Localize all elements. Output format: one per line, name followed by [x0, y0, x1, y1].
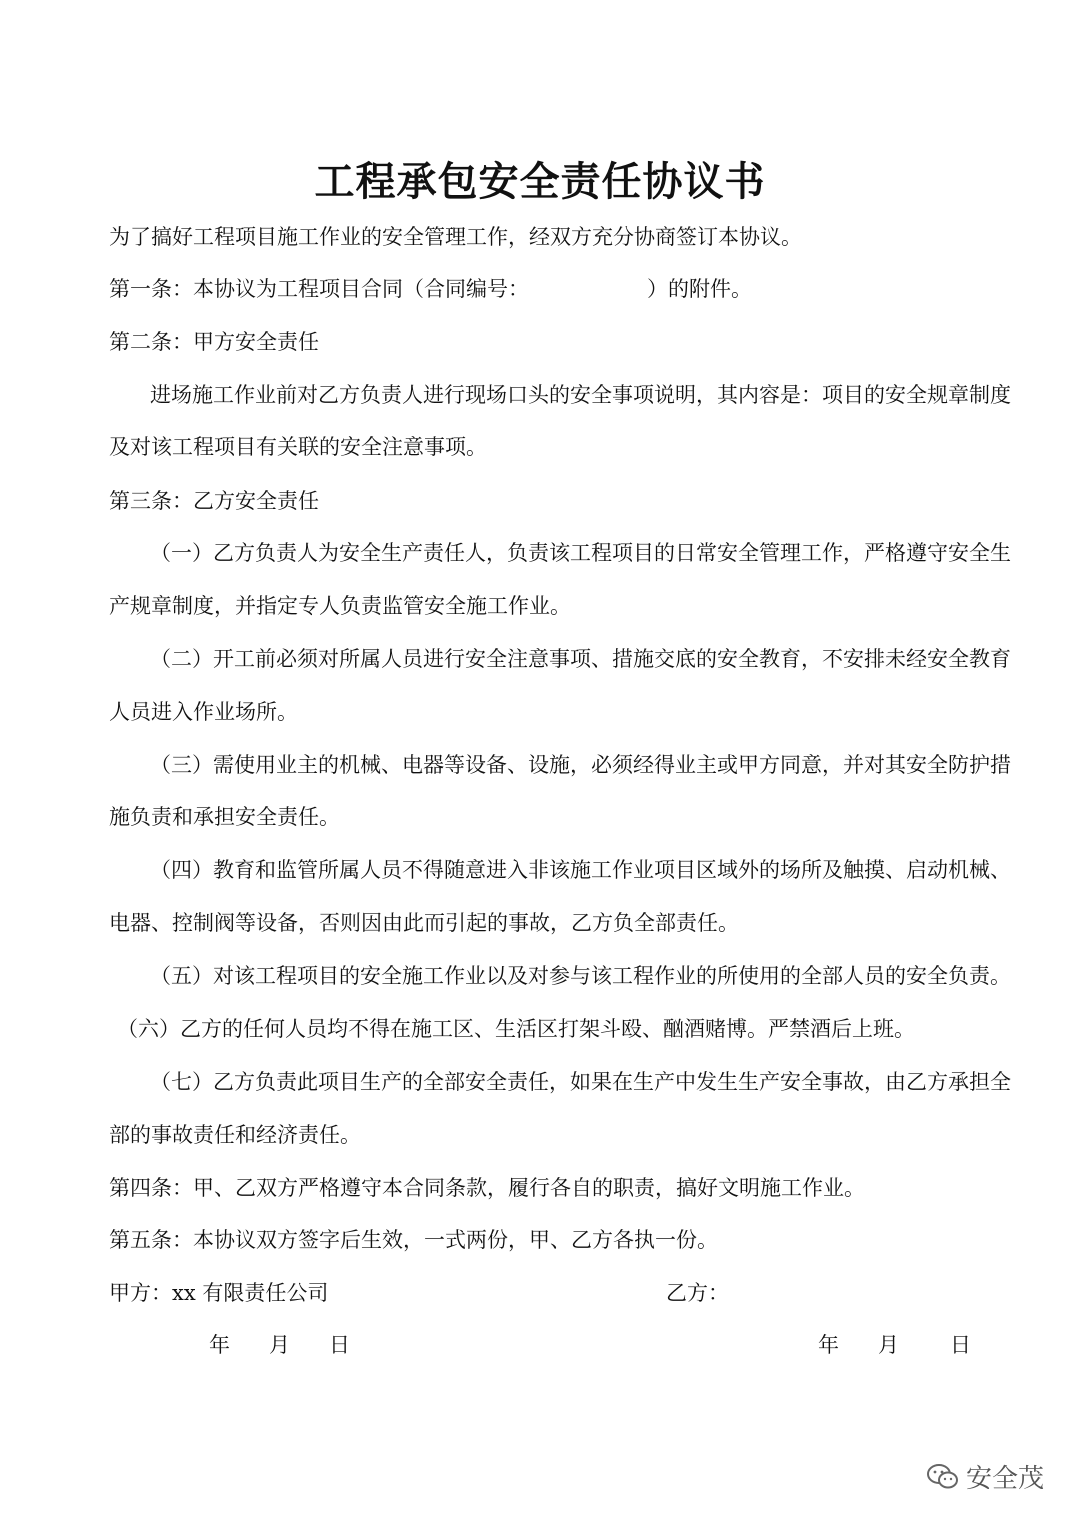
item-3-line-1: （三）需使用业主的机械、电器等设备、设施，必须经得业主或甲方同意，并对其安全防护措: [150, 753, 1011, 777]
party-b-date-month: 月: [878, 1333, 899, 1357]
article-2-paragraph-line-1: 进场施工作业前对乙方负责人进行现场口头的安全事项说明，其内容是：项目的安全规章制度: [150, 383, 1011, 407]
article-1-suffix: ）的附件。: [647, 277, 752, 301]
party-a-date-year: 年: [209, 1333, 230, 1357]
party-b-date-day: 日: [950, 1333, 971, 1357]
watermark-text: 安全茂: [965, 1464, 1044, 1494]
party-a-date: [209, 1330, 350, 1360]
item-2-line-1: （二）开工前必须对所属人员进行安全注意事项、措施交底的安全教育，不安排未经安全教育: [150, 647, 1011, 671]
article-3-heading: 第三条：乙方安全责任: [109, 489, 319, 513]
item-5: （五）对该工程项目的安全施工作业以及对参与该工程作业的所使用的全部人员的安全负责。: [150, 964, 1011, 988]
party-a-signature: 甲方：xx 有限责任公司: [109, 1281, 329, 1305]
article-1: [109, 274, 752, 304]
article-1-text: 第一条：本协议为工程项目合同（合同编号：: [109, 277, 529, 301]
article-2-heading: 第二条：甲方安全责任: [109, 330, 319, 354]
party-a-date-month: 月: [269, 1333, 290, 1357]
article-2-paragraph-line-2: 及对该工程项目有关联的安全注意事项。: [109, 435, 487, 459]
item-4-line-2: 电器、控制阀等设备，否则因由此而引起的事故，乙方负全部责任。: [109, 911, 739, 935]
item-7-line-2: 部的事故责任和经济责任。: [109, 1123, 361, 1147]
item-7-line-1: （七）乙方负责此项目生产的全部安全责任，如果在生产中发生生产安全事故，由乙方承担全: [150, 1070, 1011, 1094]
wechat-icon: [926, 1463, 960, 1491]
item-2-line-2: 人员进入作业场所。: [109, 700, 298, 724]
item-1-line-2: 产规章制度，并指定专人负责监管安全施工作业。: [109, 594, 571, 618]
document-title: 工程承包安全责任协议书: [314, 158, 766, 205]
party-b-date: [818, 1330, 971, 1360]
party-b-signature: 乙方：: [666, 1281, 729, 1305]
party-a-date-day: 日: [329, 1333, 350, 1357]
item-1-line-1: （一）乙方负责人为安全生产责任人，负责该工程项目的日常安全管理工作，严格遵守安全生: [150, 541, 1011, 565]
article-4: 第四条：甲、乙双方严格遵守本合同条款，履行各自的职责，搞好文明施工作业。: [109, 1176, 865, 1200]
party-b-date-year: 年: [818, 1333, 839, 1357]
item-4-line-1: （四）教育和监管所属人员不得随意进入非该施工作业项目区域外的场所及触摸、启动机械、: [150, 858, 1011, 882]
item-3-line-2: 施负责和承担安全责任。: [109, 805, 340, 829]
intro-text: 为了搞好工程项目施工作业的安全管理工作，经双方充分协商签订本协议。: [109, 225, 802, 249]
watermark: [926, 1458, 1044, 1495]
article-5: 第五条：本协议双方签字后生效，一式两份，甲、乙方各执一份。: [109, 1228, 718, 1252]
item-6: （六）乙方的任何人员均不得在施工区、生活区打架斗殴、酗酒赌博。严禁酒后上班。: [117, 1017, 915, 1041]
